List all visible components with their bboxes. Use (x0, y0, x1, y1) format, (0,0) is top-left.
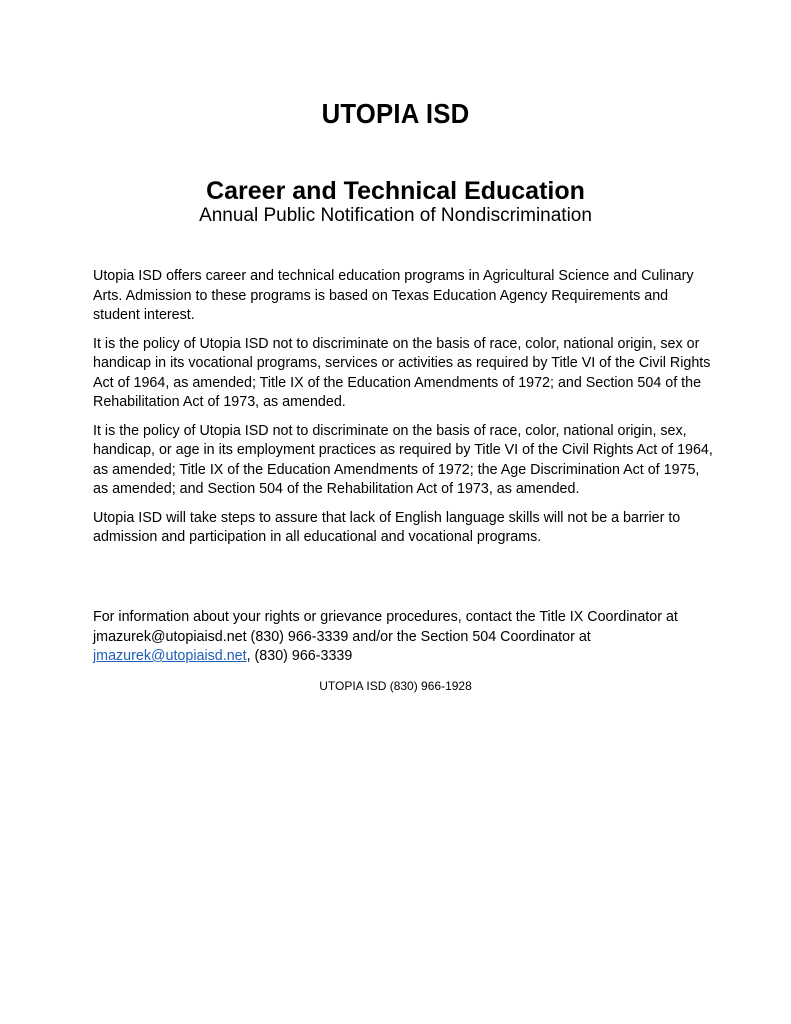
paragraph-programs: Utopia ISD offers career and technical education programs in Agricultural Science and Culinary Arts. Admission to these programs is based on Texas Education Agency Requirements and student interest. (93, 268, 694, 323)
paragraph-language-skills: Utopia ISD will take steps to assure that lack of English language skills will not be a barrier to admission and participation in all educational and vocational programs. (93, 509, 681, 545)
district-title: UTOPIA ISD (321, 98, 470, 129)
footer-contact: UTOPIA ISD (830) 966-1928 (319, 679, 472, 693)
contact-info (93, 608, 713, 667)
contact-text: For information about your rights or grievance procedures, contact the Title IX Coordinator at jmazurek@utopiaisd.net (830) 966-3339 and/or the Section 504 Coordinator at (93, 609, 678, 645)
paragraph-employment-policy: It is the policy of Utopia ISD not to discriminate on the basis of race, color, national origin, sex, handicap, or age in its employment practices as required by Title VI of the Civil Rights Act of 1964, as amended; Title IX of the Education Amendments of 1972; the Age Discrimination Act of 1975, as amended; and Section 504 of the Rehabilitation Act of 1973, as amended. (93, 422, 713, 497)
coordinator-email-link[interactable]: jmazurek@utopiaisd.net (93, 648, 247, 664)
document-heading: Career and Technical Education (206, 177, 585, 205)
contact-phone: , (830) 966-3339 (246, 648, 353, 664)
document-subheading: Annual Public Notification of Nondiscrimination (199, 205, 592, 226)
paragraph-vocational-policy: It is the policy of Utopia ISD not to discriminate on the basis of race, color, national origin, sex or handicap in its vocational programs, services or activities as required by Title VI of the Civil Rights Act of 1964, as amended; Title IX of the Education Amendments of 1972; and Section 504 of the Rehabilitation Act of 1973, as amended. (93, 335, 711, 410)
body-text (93, 267, 713, 557)
